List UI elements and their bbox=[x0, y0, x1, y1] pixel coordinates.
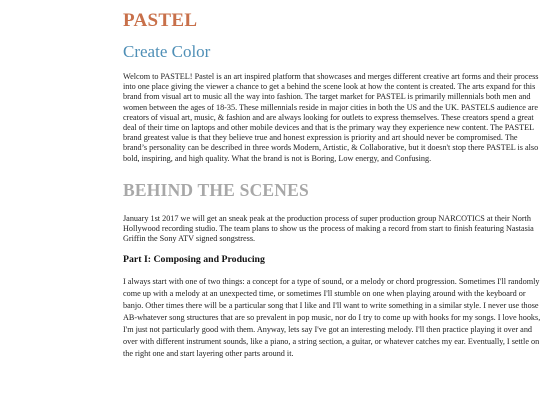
behind-the-scenes-paragraph: January 1st 2017 we will get an sneak peak at the production process of super production group NARCOTICS at their North Hollywood recording studio. The team plans to show us the process of making a record from start to finish featuring Nastasia Griffin the Sony ATV signed songstress. bbox=[123, 213, 534, 244]
part-one-paragraph: I always start with one of two things: a concept for a type of sound, or a melody or chord progression. Sometimes I'll randomly come up with a melody at an unexpected time, or sometimes I'll stumble on one when playing around with the keyboard or banjo. Other times there will be a particular song that I like and I'll want to write something in a similar style. I never use those AB-whatever song structures that are so prevalent in pop music, nor do I try to come up with hooks for my songs. I love hooks, I'm just not particularly good with them. Anyway, lets say I've got an interesting melody. I'll then practice playing it over and over with different instrument sounds, like a piano, a string section, a guitar, or whatever catches my ear. Eventually, I settle on the right one and start layering other parts around it. bbox=[123, 277, 540, 359]
brand-tagline: Create Color bbox=[123, 42, 211, 61]
page-content bbox=[123, 0, 540, 360]
section-title-behind-the-scenes: BEHIND THE SCENES bbox=[123, 179, 309, 200]
intro-paragraph: Welcom to PASTEL! Pastel is an art inspired platform that showcases and merges different creative art forms and their process into one place giving the viewer a chance to get a behind the scene look at how the content is created. The arts expand for this brand from visual art to music all the way into fashion. The target market for PASTEL is primarily millennials both men and women between the ages of 18-35. These millennials reside in major cities in both the US and the UK. PASTELS audience are creators of visual art, music, & fashion and are always looking for outlets to express themselves. These creators spend a great deal of their time on laptops and other mobile devices and that is the primary way they experience new content. The PASTEL brand greatest value is that they believe true and honest expression is priority and art should never be compromised. The brand’s personality can be described in three words Modern, Artistic, & Collaborative, but it doesn't stop there PASTEL is also bold, inspiring, and high quality. What the brand is not is Boring, Low energy, and Confusing. bbox=[123, 72, 539, 163]
brand-title: PASTEL bbox=[123, 10, 198, 31]
part-one-title: Part I: Composing and Producing bbox=[123, 254, 265, 266]
